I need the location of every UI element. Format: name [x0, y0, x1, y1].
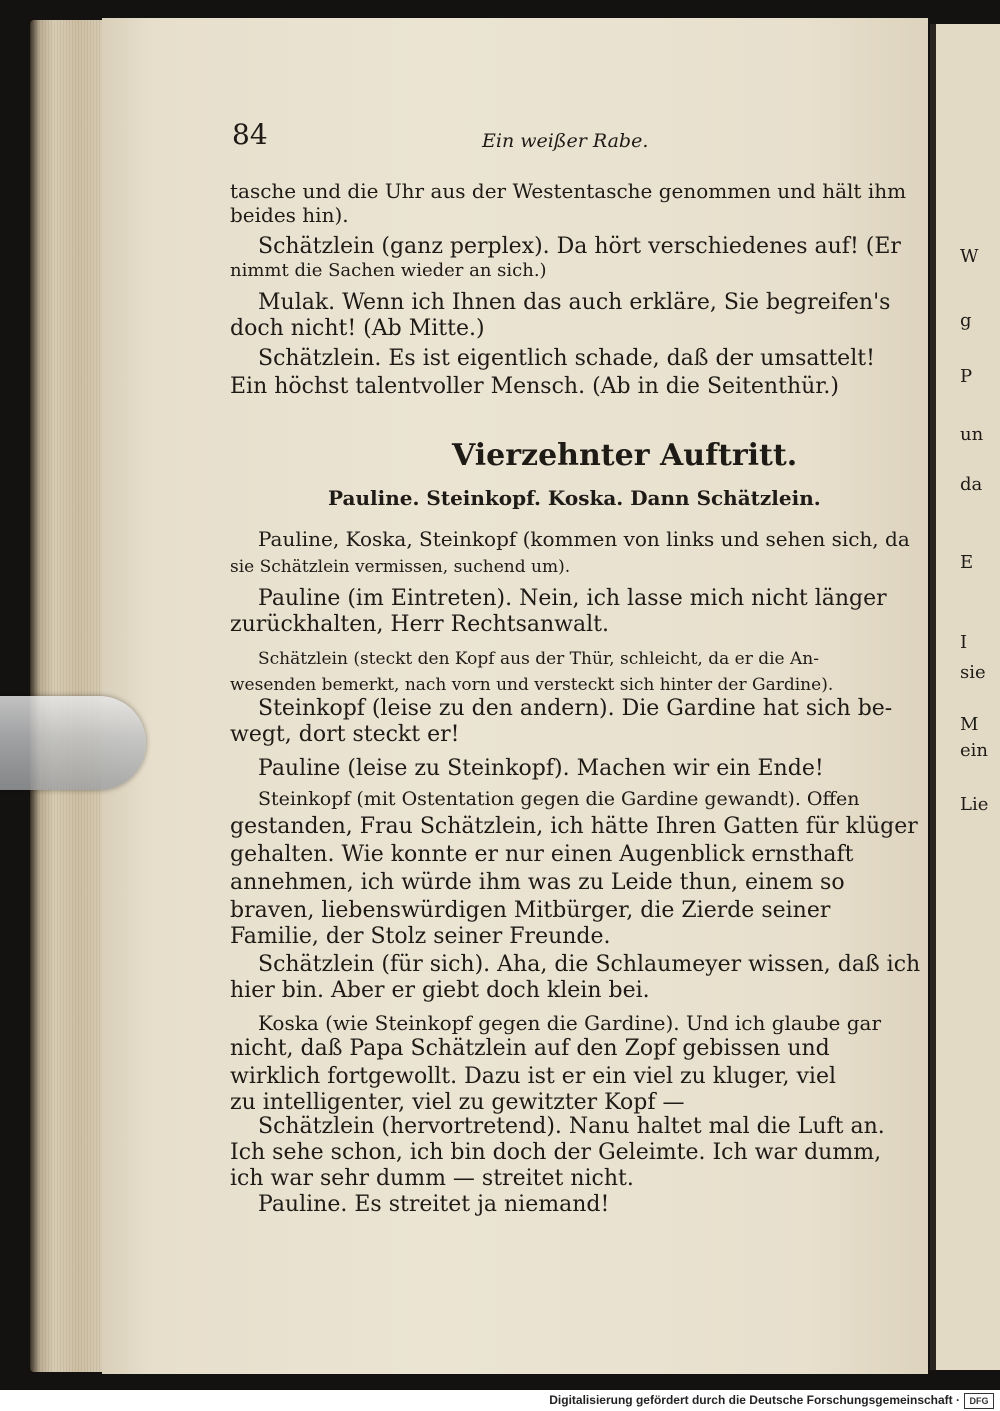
- dialogue-line: Schätzlein (hervortretend). Nanu haltet mal die Luft an.: [258, 1114, 885, 1139]
- page-number: 84: [232, 118, 268, 151]
- facing-fragment: un: [960, 424, 984, 445]
- dialogue-line: braven, liebenswürdigen Mitbürger, die Zierde seiner: [230, 898, 831, 923]
- dialogue-line: Ich sehe schon, ich bin doch der Geleimte. Ich war dumm,: [230, 1140, 882, 1165]
- text-line: Mulak. Wenn ich Ihnen das auch erkläre, Sie begreifen's: [258, 290, 891, 315]
- facing-page: [930, 24, 1000, 1370]
- dialogue-line: gestanden, Frau Schätzlein, ich hätte Ihren Gatten für klüger: [230, 814, 918, 839]
- text-line: beides hin).: [230, 203, 349, 227]
- facing-fragment: Lie: [960, 794, 989, 815]
- scene-heading: Vierzehnter Auftritt.: [452, 438, 798, 473]
- text-line: Ein höchst talentvoller Mensch. (Ab in die Seitenthür.): [230, 374, 839, 399]
- dialogue-line: annehmen, ich würde ihm was zu Leide thun, einem so: [230, 870, 845, 895]
- footer-bar: [0, 1390, 1000, 1411]
- facing-fragment: E: [960, 552, 974, 573]
- dialogue-line: gehalten. Wie konnte er nur einen Augenblick ernsthaft: [230, 842, 854, 867]
- text-line: tasche und die Uhr aus der Westentasche genommen und hält ihm: [230, 179, 907, 203]
- dialogue-line: Pauline, Koska, Steinkopf (kommen von links und sehen sich, da: [258, 527, 910, 551]
- text-line: Schätzlein. Es ist eigentlich schade, daß der umsattelt!: [258, 346, 875, 371]
- running-head: Ein weißer Rabe.: [482, 130, 649, 152]
- dialogue-line: Schätzlein (steckt den Kopf aus der Thür, schleicht, da er die An-: [258, 649, 819, 669]
- dialogue-line: wegt, dort steckt er!: [230, 722, 460, 747]
- dialogue-line: zurückhalten, Herr Rechtsanwalt.: [230, 612, 609, 637]
- dialogue-line: hier bin. Aber er giebt doch klein bei.: [230, 978, 650, 1003]
- dialogue-line: wirklich fortgewollt. Dazu ist er ein viel zu kluger, viel: [230, 1064, 837, 1089]
- dialogue-line: Pauline (im Eintreten). Nein, ich lasse mich nicht länger: [258, 586, 887, 611]
- dialogue-line: wesenden bemerkt, nach vorn und versteckt sich hinter der Gardine).: [230, 675, 834, 695]
- cast-list: Pauline. Steinkopf. Koska. Dann Schätzlein.: [328, 486, 821, 510]
- facing-fragment: ein: [960, 740, 989, 761]
- text-line: Schätzlein (ganz perplex). Da hört verschiedenes auf! (Er: [258, 234, 901, 259]
- dialogue-line: zu intelligenter, viel zu gewitzter Kopf —: [230, 1090, 685, 1115]
- book-clip: [0, 696, 146, 790]
- facing-fragment: P: [960, 366, 973, 387]
- facing-fragment: g: [960, 310, 972, 331]
- facing-fragment: sie: [960, 662, 986, 683]
- dialogue-line: ich war sehr dumm — streitet nicht.: [230, 1166, 634, 1191]
- text-line: doch nicht! (Ab Mitte.): [230, 316, 485, 341]
- facing-fragment: M: [960, 714, 979, 735]
- dialogue-line: Schätzlein (für sich). Aha, die Schlaumeyer wissen, daß ich: [258, 952, 921, 977]
- dfg-logo-icon: DFG: [964, 1393, 994, 1409]
- dialogue-line: Koska (wie Steinkopf gegen die Gardine). Und ich glaube gar: [258, 1011, 882, 1035]
- text-line: nimmt die Sachen wieder an sich.): [230, 260, 547, 281]
- dialogue-line: Pauline. Es streitet ja niemand!: [258, 1192, 610, 1217]
- dialogue-line: Steinkopf (mit Ostentation gegen die Gardine gewandt). Offen: [258, 788, 860, 810]
- dialogue-line: sie Schätzlein vermissen, suchend um).: [230, 557, 571, 577]
- funding-credit: Digitalisierung gefördert durch die Deutsche Forschungsgemeinschaft ·: [549, 1393, 960, 1407]
- dialogue-line: Pauline (leise zu Steinkopf). Machen wir ein Ende!: [258, 756, 824, 781]
- facing-fragment: I: [960, 632, 968, 653]
- facing-fragment: da: [960, 474, 983, 495]
- dialogue-line: Familie, der Stolz seiner Freunde.: [230, 924, 611, 949]
- dialogue-line: Steinkopf (leise zu den andern). Die Gardine hat sich be-: [258, 696, 893, 721]
- facing-fragment: W: [960, 246, 979, 267]
- dialogue-line: nicht, daß Papa Schätzlein auf den Zopf gebissen und: [230, 1036, 830, 1061]
